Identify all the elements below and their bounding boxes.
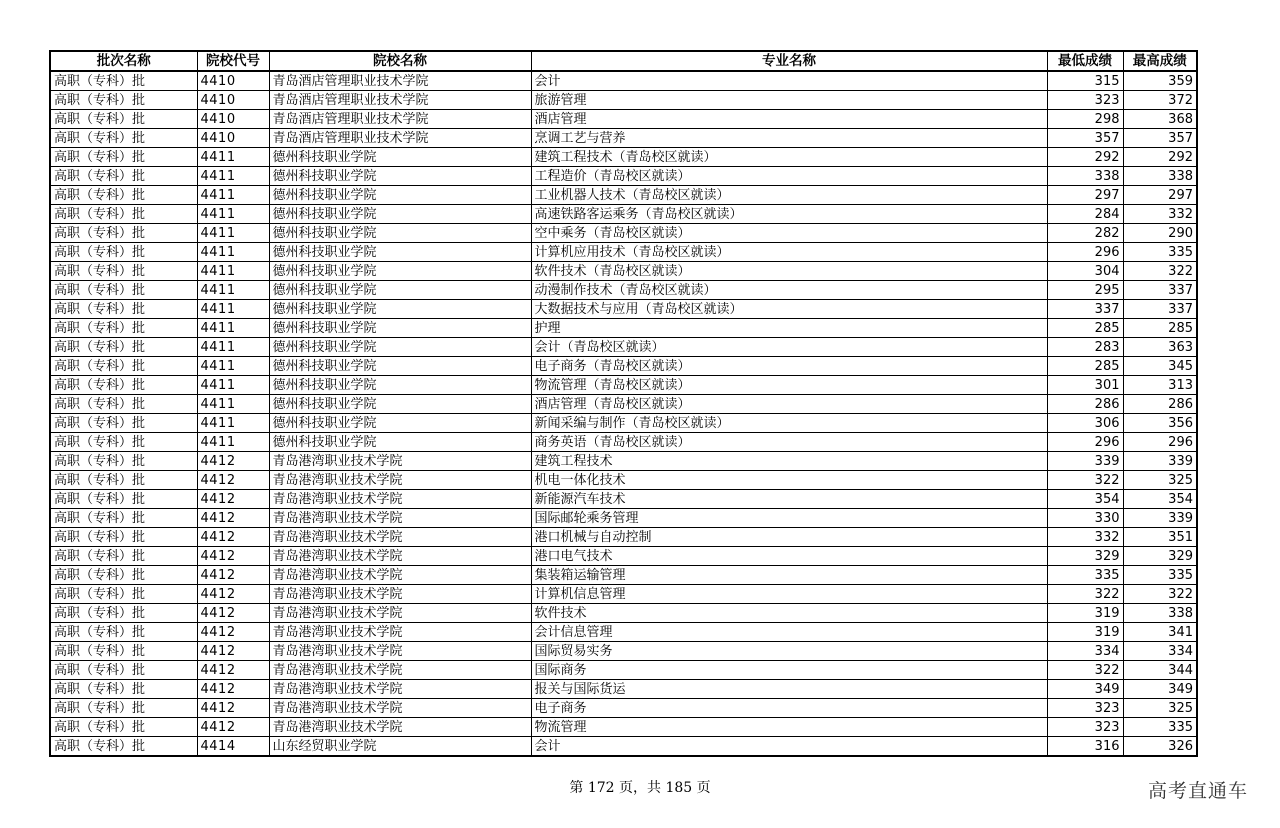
cell-school-code: 4412 bbox=[197, 566, 269, 585]
cell-batch-name: 高职（专科）批 bbox=[50, 414, 197, 433]
cell-major-name: 新能源汽车技术 bbox=[531, 490, 1047, 509]
cell-min-score: 297 bbox=[1047, 186, 1123, 205]
cell-major-name: 工业机器人技术（青岛校区就读） bbox=[531, 186, 1047, 205]
cell-max-score: 322 bbox=[1123, 262, 1197, 281]
cell-max-score: 339 bbox=[1123, 452, 1197, 471]
table-row bbox=[50, 547, 1197, 566]
cell-school-code: 4410 bbox=[197, 110, 269, 129]
cell-min-score: 304 bbox=[1047, 262, 1123, 281]
cell-max-score: 297 bbox=[1123, 186, 1197, 205]
cell-major-name: 港口机械与自动控制 bbox=[531, 528, 1047, 547]
table-row bbox=[50, 91, 1197, 110]
table-row bbox=[50, 680, 1197, 699]
cell-school-name: 德州科技职业学院 bbox=[269, 262, 531, 281]
cell-batch-name: 高职（专科）批 bbox=[50, 186, 197, 205]
cell-max-score: 337 bbox=[1123, 281, 1197, 300]
cell-max-score: 326 bbox=[1123, 737, 1197, 757]
cell-school-name: 青岛港湾职业技术学院 bbox=[269, 642, 531, 661]
cell-max-score: 334 bbox=[1123, 642, 1197, 661]
cell-max-score: 357 bbox=[1123, 129, 1197, 148]
cell-school-code: 4412 bbox=[197, 490, 269, 509]
cell-school-code: 4411 bbox=[197, 319, 269, 338]
table-row bbox=[50, 319, 1197, 338]
cell-batch-name: 高职（专科）批 bbox=[50, 110, 197, 129]
cell-batch-name: 高职（专科）批 bbox=[50, 509, 197, 528]
cell-batch-name: 高职（专科）批 bbox=[50, 300, 197, 319]
cell-school-code: 4410 bbox=[197, 91, 269, 110]
cell-max-score: 335 bbox=[1123, 243, 1197, 262]
table-row bbox=[50, 281, 1197, 300]
cell-major-name: 物流管理 bbox=[531, 718, 1047, 737]
table-row bbox=[50, 414, 1197, 433]
cell-school-name: 青岛港湾职业技术学院 bbox=[269, 699, 531, 718]
cell-batch-name: 高职（专科）批 bbox=[50, 566, 197, 585]
cell-school-name: 青岛港湾职业技术学院 bbox=[269, 547, 531, 566]
cell-major-name: 报关与国际货运 bbox=[531, 680, 1047, 699]
cell-school-code: 4412 bbox=[197, 699, 269, 718]
table-body bbox=[50, 71, 1197, 756]
cell-school-code: 4410 bbox=[197, 71, 269, 91]
cell-school-name: 青岛港湾职业技术学院 bbox=[269, 528, 531, 547]
cell-major-name: 空中乘务（青岛校区就读） bbox=[531, 224, 1047, 243]
cell-school-name: 德州科技职业学院 bbox=[269, 167, 531, 186]
table-row bbox=[50, 129, 1197, 148]
cell-batch-name: 高职（专科）批 bbox=[50, 623, 197, 642]
table-row bbox=[50, 243, 1197, 262]
cell-school-code: 4412 bbox=[197, 547, 269, 566]
cell-min-score: 335 bbox=[1047, 566, 1123, 585]
cell-batch-name: 高职（专科）批 bbox=[50, 471, 197, 490]
cell-major-name: 电子商务 bbox=[531, 699, 1047, 718]
cell-school-name: 德州科技职业学院 bbox=[269, 243, 531, 262]
cell-batch-name: 高职（专科）批 bbox=[50, 737, 197, 757]
header-school-code: 院校代号 bbox=[197, 51, 269, 71]
cell-major-name: 计算机应用技术（青岛校区就读） bbox=[531, 243, 1047, 262]
cell-min-score: 319 bbox=[1047, 623, 1123, 642]
cell-school-code: 4411 bbox=[197, 186, 269, 205]
cell-major-name: 新闻采编与制作（青岛校区就读） bbox=[531, 414, 1047, 433]
cell-batch-name: 高职（专科）批 bbox=[50, 528, 197, 547]
cell-min-score: 292 bbox=[1047, 148, 1123, 167]
cell-school-name: 青岛港湾职业技术学院 bbox=[269, 661, 531, 680]
cell-major-name: 会计 bbox=[531, 737, 1047, 757]
cell-min-score: 319 bbox=[1047, 604, 1123, 623]
cell-school-code: 4410 bbox=[197, 129, 269, 148]
cell-max-score: 335 bbox=[1123, 718, 1197, 737]
cell-major-name: 建筑工程技术（青岛校区就读） bbox=[531, 148, 1047, 167]
cell-max-score: 351 bbox=[1123, 528, 1197, 547]
score-table-container bbox=[49, 50, 1198, 757]
cell-school-code: 4411 bbox=[197, 433, 269, 452]
cell-batch-name: 高职（专科）批 bbox=[50, 661, 197, 680]
cell-school-code: 4411 bbox=[197, 395, 269, 414]
cell-max-score: 338 bbox=[1123, 167, 1197, 186]
cell-min-score: 349 bbox=[1047, 680, 1123, 699]
cell-school-code: 4412 bbox=[197, 528, 269, 547]
cell-major-name: 港口电气技术 bbox=[531, 547, 1047, 566]
cell-batch-name: 高职（专科）批 bbox=[50, 395, 197, 414]
cell-batch-name: 高职（专科）批 bbox=[50, 718, 197, 737]
cell-max-score: 359 bbox=[1123, 71, 1197, 91]
cell-major-name: 国际贸易实务 bbox=[531, 642, 1047, 661]
cell-max-score: 368 bbox=[1123, 110, 1197, 129]
cell-school-code: 4411 bbox=[197, 243, 269, 262]
cell-school-name: 青岛港湾职业技术学院 bbox=[269, 471, 531, 490]
cell-min-score: 322 bbox=[1047, 471, 1123, 490]
table-row bbox=[50, 452, 1197, 471]
cell-school-name: 山东经贸职业学院 bbox=[269, 737, 531, 757]
cell-max-score: 286 bbox=[1123, 395, 1197, 414]
cell-max-score: 345 bbox=[1123, 357, 1197, 376]
cell-min-score: 322 bbox=[1047, 585, 1123, 604]
cell-major-name: 机电一体化技术 bbox=[531, 471, 1047, 490]
table-row bbox=[50, 357, 1197, 376]
cell-school-name: 青岛酒店管理职业技术学院 bbox=[269, 91, 531, 110]
cell-school-code: 4412 bbox=[197, 642, 269, 661]
table-row bbox=[50, 642, 1197, 661]
cell-min-score: 323 bbox=[1047, 699, 1123, 718]
cell-batch-name: 高职（专科）批 bbox=[50, 167, 197, 186]
cell-min-score: 357 bbox=[1047, 129, 1123, 148]
table-row bbox=[50, 604, 1197, 623]
cell-batch-name: 高职（专科）批 bbox=[50, 71, 197, 91]
cell-max-score: 325 bbox=[1123, 699, 1197, 718]
cell-school-name: 青岛港湾职业技术学院 bbox=[269, 680, 531, 699]
table-row bbox=[50, 110, 1197, 129]
cell-school-name: 青岛港湾职业技术学院 bbox=[269, 566, 531, 585]
cell-school-code: 4411 bbox=[197, 338, 269, 357]
cell-school-name: 青岛酒店管理职业技术学院 bbox=[269, 129, 531, 148]
cell-school-name: 德州科技职业学院 bbox=[269, 148, 531, 167]
cell-school-name: 德州科技职业学院 bbox=[269, 395, 531, 414]
header-major-name: 专业名称 bbox=[531, 51, 1047, 71]
cell-major-name: 软件技术 bbox=[531, 604, 1047, 623]
cell-school-name: 德州科技职业学院 bbox=[269, 300, 531, 319]
cell-batch-name: 高职（专科）批 bbox=[50, 338, 197, 357]
cell-batch-name: 高职（专科）批 bbox=[50, 490, 197, 509]
cell-school-name: 青岛港湾职业技术学院 bbox=[269, 490, 531, 509]
cell-school-name: 德州科技职业学院 bbox=[269, 319, 531, 338]
cell-max-score: 290 bbox=[1123, 224, 1197, 243]
table-row bbox=[50, 376, 1197, 395]
table-row bbox=[50, 490, 1197, 509]
cell-major-name: 动漫制作技术（青岛校区就读） bbox=[531, 281, 1047, 300]
cell-batch-name: 高职（专科）批 bbox=[50, 91, 197, 110]
cell-school-name: 青岛酒店管理职业技术学院 bbox=[269, 110, 531, 129]
cell-school-code: 4412 bbox=[197, 585, 269, 604]
cell-school-code: 4411 bbox=[197, 376, 269, 395]
cell-school-code: 4411 bbox=[197, 357, 269, 376]
cell-school-code: 4412 bbox=[197, 718, 269, 737]
table-row bbox=[50, 433, 1197, 452]
cell-major-name: 电子商务（青岛校区就读） bbox=[531, 357, 1047, 376]
cell-min-score: 296 bbox=[1047, 433, 1123, 452]
cell-batch-name: 高职（专科）批 bbox=[50, 376, 197, 395]
cell-min-score: 322 bbox=[1047, 661, 1123, 680]
cell-batch-name: 高职（专科）批 bbox=[50, 205, 197, 224]
cell-school-code: 4412 bbox=[197, 509, 269, 528]
table-row bbox=[50, 585, 1197, 604]
cell-major-name: 国际商务 bbox=[531, 661, 1047, 680]
cell-max-score: 372 bbox=[1123, 91, 1197, 110]
cell-max-score: 332 bbox=[1123, 205, 1197, 224]
cell-min-score: 338 bbox=[1047, 167, 1123, 186]
cell-max-score: 313 bbox=[1123, 376, 1197, 395]
cell-major-name: 会计 bbox=[531, 71, 1047, 91]
admission-score-table bbox=[49, 50, 1198, 757]
cell-batch-name: 高职（专科）批 bbox=[50, 547, 197, 566]
cell-max-score: 329 bbox=[1123, 547, 1197, 566]
cell-max-score: 335 bbox=[1123, 566, 1197, 585]
cell-school-code: 4411 bbox=[197, 281, 269, 300]
cell-school-name: 德州科技职业学院 bbox=[269, 357, 531, 376]
table-row bbox=[50, 661, 1197, 680]
cell-max-score: 354 bbox=[1123, 490, 1197, 509]
cell-school-code: 4411 bbox=[197, 414, 269, 433]
cell-batch-name: 高职（专科）批 bbox=[50, 699, 197, 718]
table-row bbox=[50, 528, 1197, 547]
header-max-score: 最高成绩 bbox=[1123, 51, 1197, 71]
cell-min-score: 284 bbox=[1047, 205, 1123, 224]
cell-school-code: 4412 bbox=[197, 471, 269, 490]
cell-school-name: 德州科技职业学院 bbox=[269, 338, 531, 357]
cell-major-name: 烹调工艺与营养 bbox=[531, 129, 1047, 148]
cell-min-score: 323 bbox=[1047, 718, 1123, 737]
cell-min-score: 334 bbox=[1047, 642, 1123, 661]
cell-min-score: 315 bbox=[1047, 71, 1123, 91]
cell-major-name: 大数据技术与应用（青岛校区就读） bbox=[531, 300, 1047, 319]
cell-school-name: 德州科技职业学院 bbox=[269, 376, 531, 395]
cell-major-name: 计算机信息管理 bbox=[531, 585, 1047, 604]
table-row bbox=[50, 338, 1197, 357]
cell-school-name: 青岛港湾职业技术学院 bbox=[269, 623, 531, 642]
cell-school-code: 4412 bbox=[197, 452, 269, 471]
cell-max-score: 339 bbox=[1123, 509, 1197, 528]
cell-school-name: 德州科技职业学院 bbox=[269, 433, 531, 452]
cell-batch-name: 高职（专科）批 bbox=[50, 281, 197, 300]
cell-major-name: 软件技术（青岛校区就读） bbox=[531, 262, 1047, 281]
cell-school-name: 青岛港湾职业技术学院 bbox=[269, 452, 531, 471]
header-batch-name: 批次名称 bbox=[50, 51, 197, 71]
cell-batch-name: 高职（专科）批 bbox=[50, 224, 197, 243]
cell-major-name: 会计信息管理 bbox=[531, 623, 1047, 642]
cell-batch-name: 高职（专科）批 bbox=[50, 680, 197, 699]
table-row bbox=[50, 718, 1197, 737]
cell-school-code: 4412 bbox=[197, 623, 269, 642]
cell-major-name: 建筑工程技术 bbox=[531, 452, 1047, 471]
cell-min-score: 330 bbox=[1047, 509, 1123, 528]
table-row bbox=[50, 509, 1197, 528]
brand-watermark-text: 高考直通车 bbox=[1147, 780, 1248, 802]
cell-major-name: 酒店管理 bbox=[531, 110, 1047, 129]
table-row bbox=[50, 737, 1197, 757]
cell-school-name: 德州科技职业学院 bbox=[269, 414, 531, 433]
cell-school-name: 德州科技职业学院 bbox=[269, 281, 531, 300]
cell-batch-name: 高职（专科）批 bbox=[50, 452, 197, 471]
table-row bbox=[50, 224, 1197, 243]
cell-max-score: 292 bbox=[1123, 148, 1197, 167]
table-row bbox=[50, 300, 1197, 319]
cell-max-score: 296 bbox=[1123, 433, 1197, 452]
cell-batch-name: 高职（专科）批 bbox=[50, 433, 197, 452]
table-row bbox=[50, 148, 1197, 167]
cell-max-score: 363 bbox=[1123, 338, 1197, 357]
table-row bbox=[50, 205, 1197, 224]
cell-min-score: 306 bbox=[1047, 414, 1123, 433]
cell-major-name: 集装箱运输管理 bbox=[531, 566, 1047, 585]
cell-major-name: 旅游管理 bbox=[531, 91, 1047, 110]
cell-major-name: 工程造价（青岛校区就读） bbox=[531, 167, 1047, 186]
cell-min-score: 354 bbox=[1047, 490, 1123, 509]
cell-min-score: 316 bbox=[1047, 737, 1123, 757]
cell-school-name: 青岛港湾职业技术学院 bbox=[269, 509, 531, 528]
cell-min-score: 282 bbox=[1047, 224, 1123, 243]
cell-max-score: 338 bbox=[1123, 604, 1197, 623]
cell-max-score: 349 bbox=[1123, 680, 1197, 699]
cell-school-code: 4411 bbox=[197, 148, 269, 167]
cell-school-code: 4414 bbox=[197, 737, 269, 757]
cell-batch-name: 高职（专科）批 bbox=[50, 262, 197, 281]
cell-major-name: 商务英语（青岛校区就读） bbox=[531, 433, 1047, 452]
cell-batch-name: 高职（专科）批 bbox=[50, 129, 197, 148]
cell-school-name: 德州科技职业学院 bbox=[269, 224, 531, 243]
cell-max-score: 356 bbox=[1123, 414, 1197, 433]
cell-min-score: 329 bbox=[1047, 547, 1123, 566]
cell-school-name: 德州科技职业学院 bbox=[269, 205, 531, 224]
cell-school-code: 4411 bbox=[197, 167, 269, 186]
table-row bbox=[50, 186, 1197, 205]
cell-min-score: 337 bbox=[1047, 300, 1123, 319]
cell-batch-name: 高职（专科）批 bbox=[50, 243, 197, 262]
cell-min-score: 286 bbox=[1047, 395, 1123, 414]
table-header-row bbox=[50, 51, 1197, 71]
cell-min-score: 283 bbox=[1047, 338, 1123, 357]
cell-batch-name: 高职（专科）批 bbox=[50, 642, 197, 661]
table-row bbox=[50, 167, 1197, 186]
table-row bbox=[50, 395, 1197, 414]
cell-major-name: 护理 bbox=[531, 319, 1047, 338]
cell-min-score: 285 bbox=[1047, 319, 1123, 338]
cell-min-score: 285 bbox=[1047, 357, 1123, 376]
cell-school-name: 青岛港湾职业技术学院 bbox=[269, 718, 531, 737]
cell-min-score: 301 bbox=[1047, 376, 1123, 395]
cell-major-name: 国际邮轮乘务管理 bbox=[531, 509, 1047, 528]
cell-batch-name: 高职（专科）批 bbox=[50, 357, 197, 376]
cell-school-code: 4411 bbox=[197, 224, 269, 243]
cell-min-score: 339 bbox=[1047, 452, 1123, 471]
cell-school-name: 青岛港湾职业技术学院 bbox=[269, 585, 531, 604]
cell-batch-name: 高职（专科）批 bbox=[50, 319, 197, 338]
cell-min-score: 296 bbox=[1047, 243, 1123, 262]
table-row bbox=[50, 471, 1197, 490]
table-row bbox=[50, 699, 1197, 718]
cell-batch-name: 高职（专科）批 bbox=[50, 604, 197, 623]
page-number: 第 172 页，共 185 页 bbox=[569, 780, 711, 796]
cell-min-score: 332 bbox=[1047, 528, 1123, 547]
cell-major-name: 会计（青岛校区就读） bbox=[531, 338, 1047, 357]
cell-min-score: 323 bbox=[1047, 91, 1123, 110]
cell-max-score: 285 bbox=[1123, 319, 1197, 338]
table-row bbox=[50, 71, 1197, 91]
cell-school-code: 4412 bbox=[197, 604, 269, 623]
table-row bbox=[50, 566, 1197, 585]
cell-school-name: 德州科技职业学院 bbox=[269, 186, 531, 205]
cell-school-name: 青岛港湾职业技术学院 bbox=[269, 604, 531, 623]
cell-school-name: 青岛酒店管理职业技术学院 bbox=[269, 71, 531, 91]
cell-school-code: 4411 bbox=[197, 300, 269, 319]
cell-min-score: 298 bbox=[1047, 110, 1123, 129]
table-row bbox=[50, 623, 1197, 642]
cell-school-code: 4411 bbox=[197, 205, 269, 224]
header-min-score: 最低成绩 bbox=[1047, 51, 1123, 71]
cell-major-name: 物流管理（青岛校区就读） bbox=[531, 376, 1047, 395]
cell-min-score: 295 bbox=[1047, 281, 1123, 300]
header-school-name: 院校名称 bbox=[269, 51, 531, 71]
cell-school-code: 4412 bbox=[197, 661, 269, 680]
cell-max-score: 344 bbox=[1123, 661, 1197, 680]
cell-max-score: 322 bbox=[1123, 585, 1197, 604]
cell-major-name: 酒店管理（青岛校区就读） bbox=[531, 395, 1047, 414]
cell-school-code: 4411 bbox=[197, 262, 269, 281]
table-row bbox=[50, 262, 1197, 281]
cell-max-score: 325 bbox=[1123, 471, 1197, 490]
cell-max-score: 337 bbox=[1123, 300, 1197, 319]
cell-max-score: 341 bbox=[1123, 623, 1197, 642]
cell-school-code: 4412 bbox=[197, 680, 269, 699]
cell-batch-name: 高职（专科）批 bbox=[50, 585, 197, 604]
cell-batch-name: 高职（专科）批 bbox=[50, 148, 197, 167]
cell-major-name: 高速铁路客运乘务（青岛校区就读） bbox=[531, 205, 1047, 224]
